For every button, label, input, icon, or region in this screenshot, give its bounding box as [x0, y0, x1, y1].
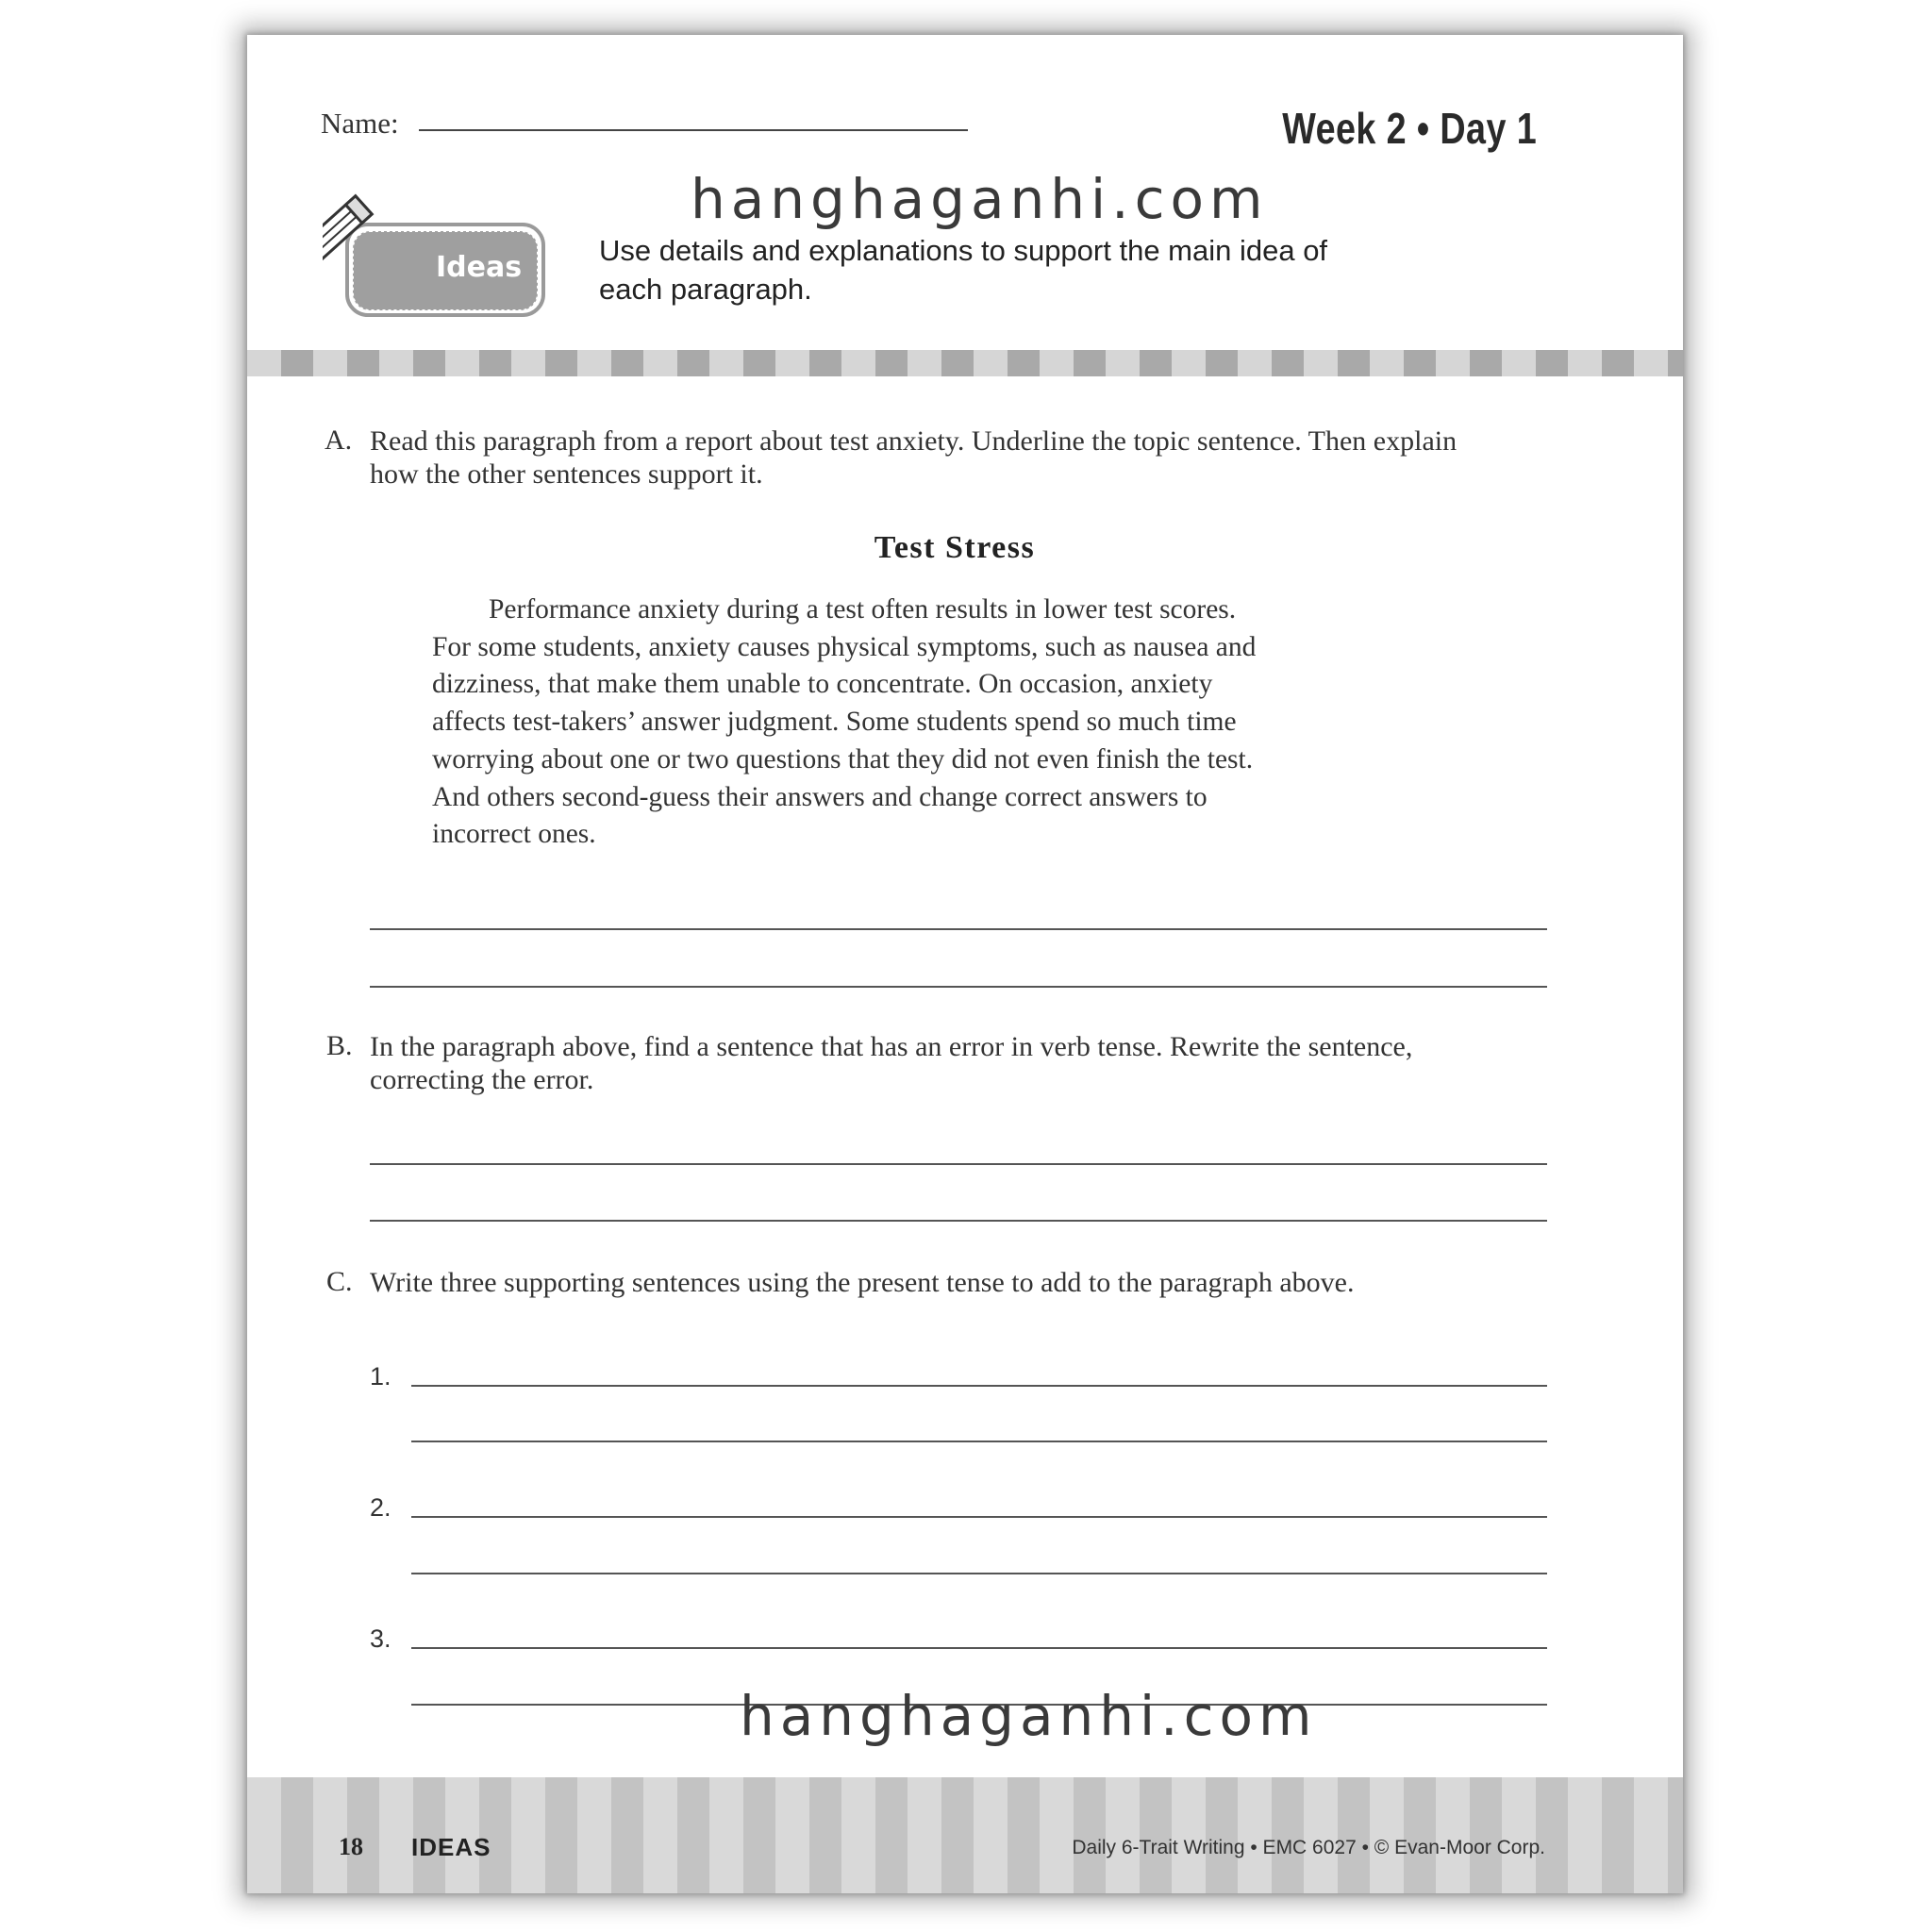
question-b-letter: B. [326, 1030, 353, 1061]
item-number-3: 3. [370, 1624, 391, 1653]
name-label: Name: [321, 107, 399, 140]
header-divider-band [247, 350, 1683, 376]
story-line: incorrect ones. [432, 819, 596, 850]
question-b-text: In the paragraph above, find a sentence that has an error in verb tense. Rewrite the sentence, correcting the error. [370, 1031, 1413, 1095]
story-title: Test Stress [874, 530, 1036, 565]
question-a-letter: A. [325, 425, 353, 456]
answer-line-c1-1[interactable] [411, 1385, 1547, 1387]
answer-line-c1-2[interactable] [411, 1441, 1547, 1442]
item-number-1: 1. [370, 1362, 391, 1391]
name-field-line[interactable] [419, 129, 968, 131]
ideas-badge [323, 189, 568, 330]
answer-line-b-1[interactable] [370, 1163, 1547, 1165]
story-line: affects test-takers’ answer judgment. Some students spend so much time [432, 707, 1237, 738]
story-line: And others second-guess their answers and change correct answers to [432, 781, 1208, 812]
story-line: worrying about one or two questions that they did not even finish the test. [432, 743, 1254, 774]
story-line: Performance anxiety during a test often results in lower test scores. [489, 594, 1237, 625]
question-c-text: Write three supporting sentences using the present tense to add to the paragraph above. [370, 1267, 1355, 1298]
answer-line-c2-2[interactable] [411, 1573, 1547, 1574]
answer-line-c3-1[interactable] [411, 1647, 1547, 1649]
question-a-text: Read this paragraph from a report about test anxiety. Underline the topic sentence. Then explain how the other sentences support it. [370, 425, 1457, 490]
answer-line-a-1[interactable] [370, 928, 1547, 930]
watermark-top: hanghaganhi.com [691, 167, 1269, 231]
question-c-letter: C. [326, 1266, 353, 1297]
page-number: 18 [339, 1833, 363, 1860]
story-line: dizziness, that make them unable to concentrate. On occasion, anxiety [432, 669, 1213, 700]
answer-line-a-2[interactable] [370, 986, 1547, 988]
item-number-2: 2. [370, 1493, 391, 1522]
worksheet-page [247, 35, 1683, 1893]
footer-copyright: Daily 6-Trait Writing • EMC 6027 • © Evan-Moor Corp. [1072, 1837, 1545, 1858]
week-day-heading: Week 2 • Day 1 [1282, 104, 1537, 153]
instruction-text: Use details and explanations to support the main idea of each paragraph. [599, 234, 1328, 306]
story-paragraph [432, 591, 1413, 854]
answer-line-b-2[interactable] [370, 1220, 1547, 1222]
story-line: For some students, anxiety causes physical symptoms, such as nausea and [432, 631, 1257, 662]
badge-label: Ideas [436, 251, 523, 284]
answer-line-c2-1[interactable] [411, 1516, 1547, 1518]
footer-section-label: IDEAS [411, 1833, 491, 1861]
watermark-bottom: hanghaganhi.com [740, 1684, 1318, 1748]
